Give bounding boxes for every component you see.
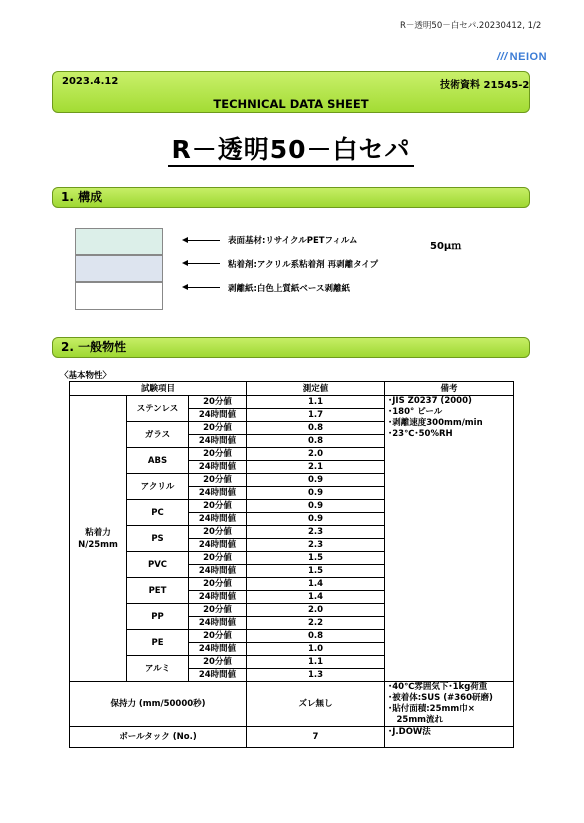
- material-name: PS: [127, 526, 189, 552]
- value-cell: 2.0: [247, 604, 385, 617]
- material-name: アクリル: [127, 474, 189, 500]
- layer-label-adhesive: 粘着剤:アクリル系粘着剤 再剥離タイプ: [228, 260, 379, 270]
- condition-cell: 20分値: [189, 630, 247, 643]
- product-title-text: R－透明50－白セパ: [168, 135, 413, 167]
- table-body: [70, 396, 514, 748]
- material-name: PET: [127, 578, 189, 604]
- condition-cell: 20分値: [189, 656, 247, 669]
- table-row: [70, 396, 514, 409]
- value-cell: 2.3: [247, 526, 385, 539]
- value-cell: 0.9: [247, 513, 385, 526]
- condition-cell: 20分値: [189, 422, 247, 435]
- value-cell: 2.2: [247, 617, 385, 630]
- holding-power-notes: ･40℃雰囲気下･1kg荷重 ･被着体:SUS (#360研磨) ･貼付面積:25mm巾× 25mm流れ: [385, 682, 514, 727]
- material-name: ABS: [127, 448, 189, 474]
- value-cell: 0.8: [247, 435, 385, 448]
- value-cell: 2.0: [247, 448, 385, 461]
- layer-release-paper: [75, 282, 163, 310]
- condition-cell: 24時間値: [189, 487, 247, 500]
- basic-properties-label: 〈基本物性〉: [60, 371, 112, 381]
- table-header-row: [70, 382, 514, 396]
- product-title: [52, 130, 530, 166]
- logo-text: NEION: [509, 51, 548, 63]
- header-date: 2023.4.12: [62, 76, 119, 87]
- holding-power-value: ズレ無し: [247, 682, 385, 727]
- value-cell: 0.9: [247, 474, 385, 487]
- material-name: PP: [127, 604, 189, 630]
- value-cell: 1.5: [247, 565, 385, 578]
- value-cell: 2.1: [247, 461, 385, 474]
- logo-mark: ///: [497, 51, 508, 63]
- value-cell: 1.3: [247, 669, 385, 682]
- condition-cell: 20分値: [189, 500, 247, 513]
- condition-cell: 20分値: [189, 578, 247, 591]
- properties-table: [69, 381, 514, 748]
- condition-cell: 24時間値: [189, 513, 247, 526]
- layer-label-surface: 表面基材:リサイクルPETフィルム: [228, 236, 358, 246]
- header-test-item: 試験項目: [70, 382, 247, 396]
- value-cell: 1.5: [247, 552, 385, 565]
- arrow-release: [186, 287, 220, 288]
- thickness-value: 50μｍ: [430, 241, 462, 252]
- material-name: PVC: [127, 552, 189, 578]
- material-name: PE: [127, 630, 189, 656]
- layer-adhesive: [75, 255, 163, 282]
- neion-logo: [497, 51, 547, 63]
- ball-tack-notes: ･J.DOW法: [385, 727, 514, 748]
- condition-cell: 24時間値: [189, 643, 247, 656]
- value-cell: 0.8: [247, 422, 385, 435]
- condition-cell: 20分値: [189, 396, 247, 409]
- condition-cell: 24時間値: [189, 461, 247, 474]
- holding-power-label: 保持力 (mm/50000秒): [70, 682, 247, 727]
- section2-heading: 2. 一般物性: [52, 337, 530, 358]
- value-cell: 0.9: [247, 487, 385, 500]
- material-name: PC: [127, 500, 189, 526]
- ball-tack-value: 7: [247, 727, 385, 748]
- condition-cell: 24時間値: [189, 617, 247, 630]
- condition-cell: 20分値: [189, 552, 247, 565]
- value-cell: 0.9: [247, 500, 385, 513]
- material-name: ステンレス: [127, 396, 189, 422]
- header-document-number: 技術資料 21545-2: [440, 80, 530, 91]
- ball-tack-label: ボールタック (No.): [70, 727, 247, 748]
- holding-power-row: [70, 682, 514, 727]
- condition-cell: 20分値: [189, 474, 247, 487]
- condition-cell: 24時間値: [189, 669, 247, 682]
- value-cell: 1.1: [247, 396, 385, 409]
- adhesion-label: 粘着力 N/25mm: [70, 396, 127, 682]
- condition-cell: 24時間値: [189, 591, 247, 604]
- value-cell: 1.4: [247, 591, 385, 604]
- file-reference: R－透明50－白セパ.20230412, 1/2: [400, 21, 542, 31]
- header-notes: 備考: [385, 382, 514, 396]
- condition-cell: 24時間値: [189, 565, 247, 578]
- arrow-surface: [186, 240, 220, 241]
- value-cell: 1.0: [247, 643, 385, 656]
- material-name: アルミ: [127, 656, 189, 682]
- layer-surface-film: [75, 228, 163, 255]
- value-cell: 2.3: [247, 539, 385, 552]
- condition-cell: 24時間値: [189, 539, 247, 552]
- layer-label-release: 剥離紙:白色上質紙ベース剥離紙: [228, 284, 350, 294]
- section1-heading: 1. 構成: [52, 187, 530, 208]
- value-cell: 1.1: [247, 656, 385, 669]
- arrow-adhesive: [186, 263, 220, 264]
- ball-tack-row: [70, 727, 514, 748]
- value-cell: 1.4: [247, 578, 385, 591]
- condition-cell: 20分値: [189, 604, 247, 617]
- value-cell: 0.8: [247, 630, 385, 643]
- value-cell: 1.7: [247, 409, 385, 422]
- condition-cell: 24時間値: [189, 409, 247, 422]
- header-title: TECHNICAL DATA SHEET: [213, 97, 369, 111]
- adhesion-notes: ･JIS Z0237 (2000) ･180° ピール ･剥離速度300mm/min ･23℃･50%RH: [385, 396, 514, 682]
- condition-cell: 24時間値: [189, 435, 247, 448]
- material-name: ガラス: [127, 422, 189, 448]
- condition-cell: 20分値: [189, 526, 247, 539]
- condition-cell: 20分値: [189, 448, 247, 461]
- header-measured-value: 測定値: [247, 382, 385, 396]
